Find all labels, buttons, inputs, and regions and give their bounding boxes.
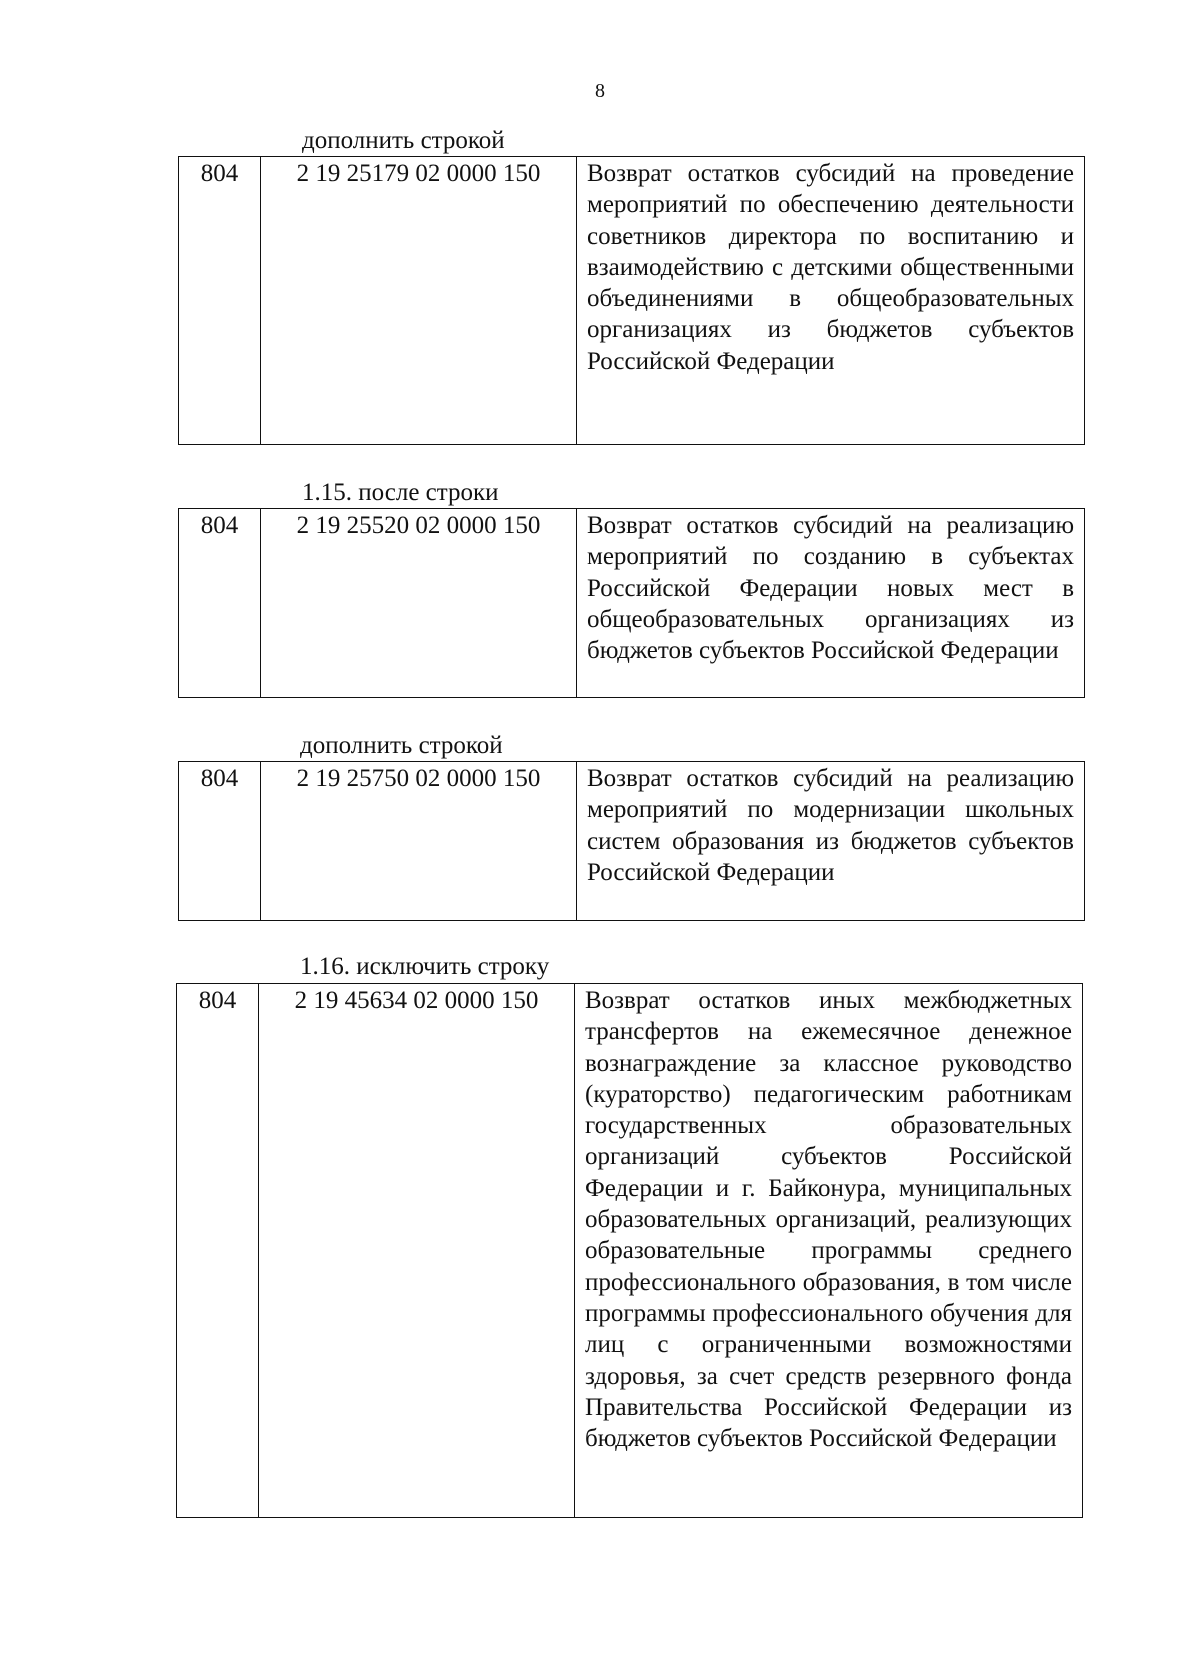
table-row <box>177 984 1083 1518</box>
budget-row-table <box>178 156 1085 445</box>
page-number: 8 <box>595 80 605 102</box>
budget-row-table <box>176 983 1083 1518</box>
table-row <box>179 762 1085 921</box>
budget-row-table <box>178 508 1085 698</box>
table-row <box>179 157 1085 445</box>
admin-code-cell: 804 <box>179 762 261 921</box>
admin-code-cell: 804 <box>179 157 261 445</box>
kbk-code-cell: 2 19 25750 02 0000 150 <box>261 762 577 921</box>
description-cell: Возврат остатков иных межбюджетных трансфертов на ежемесячное денежное вознаграждение за классное руководство (кураторство) педагогическим работникам государственных образовательных организаций субъектов Российской Федерации и г. Байконура, муниципальных образовательных организаций, реализующих образовательные программы среднего профессионального образования, в том числе программы профессионального обучения для лиц с ограниченными возможностями здоровья, за счет средств резервного фонда Правительства Российской Федерации из бюджетов субъектов Российской Федерации <box>575 984 1083 1518</box>
kbk-code-cell: 2 19 25179 02 0000 150 <box>261 157 577 445</box>
table-row <box>179 509 1085 698</box>
kbk-code-cell: 2 19 25520 02 0000 150 <box>261 509 577 698</box>
section-label: дополнить строкой <box>300 732 503 759</box>
budget-row-table <box>178 761 1085 921</box>
admin-code-cell: 804 <box>179 509 261 698</box>
section-label: 1.16. исключить строку <box>300 953 550 980</box>
kbk-code-cell: 2 19 45634 02 0000 150 <box>259 984 575 1518</box>
description-cell: Возврат остатков субсидий на реализацию мероприятий по созданию в субъектах Российской Федерации новых мест в общеобразовательных организациях из бюджетов субъектов Российской Федерации <box>577 509 1085 698</box>
admin-code-cell: 804 <box>177 984 259 1518</box>
description-cell: Возврат остатков субсидий на проведение мероприятий по обеспечению деятельности советников директора по воспитанию и взаимодействию с детскими общественными объединениями в общеобразовательных организациях из бюджетов субъектов Российской Федерации <box>577 157 1085 445</box>
section-label: дополнить строкой <box>302 127 505 154</box>
description-cell: Возврат остатков субсидий на реализацию мероприятий по модернизации школьных систем образования из бюджетов субъектов Российской Федерации <box>577 762 1085 921</box>
section-label: 1.15. после строки <box>302 479 499 506</box>
